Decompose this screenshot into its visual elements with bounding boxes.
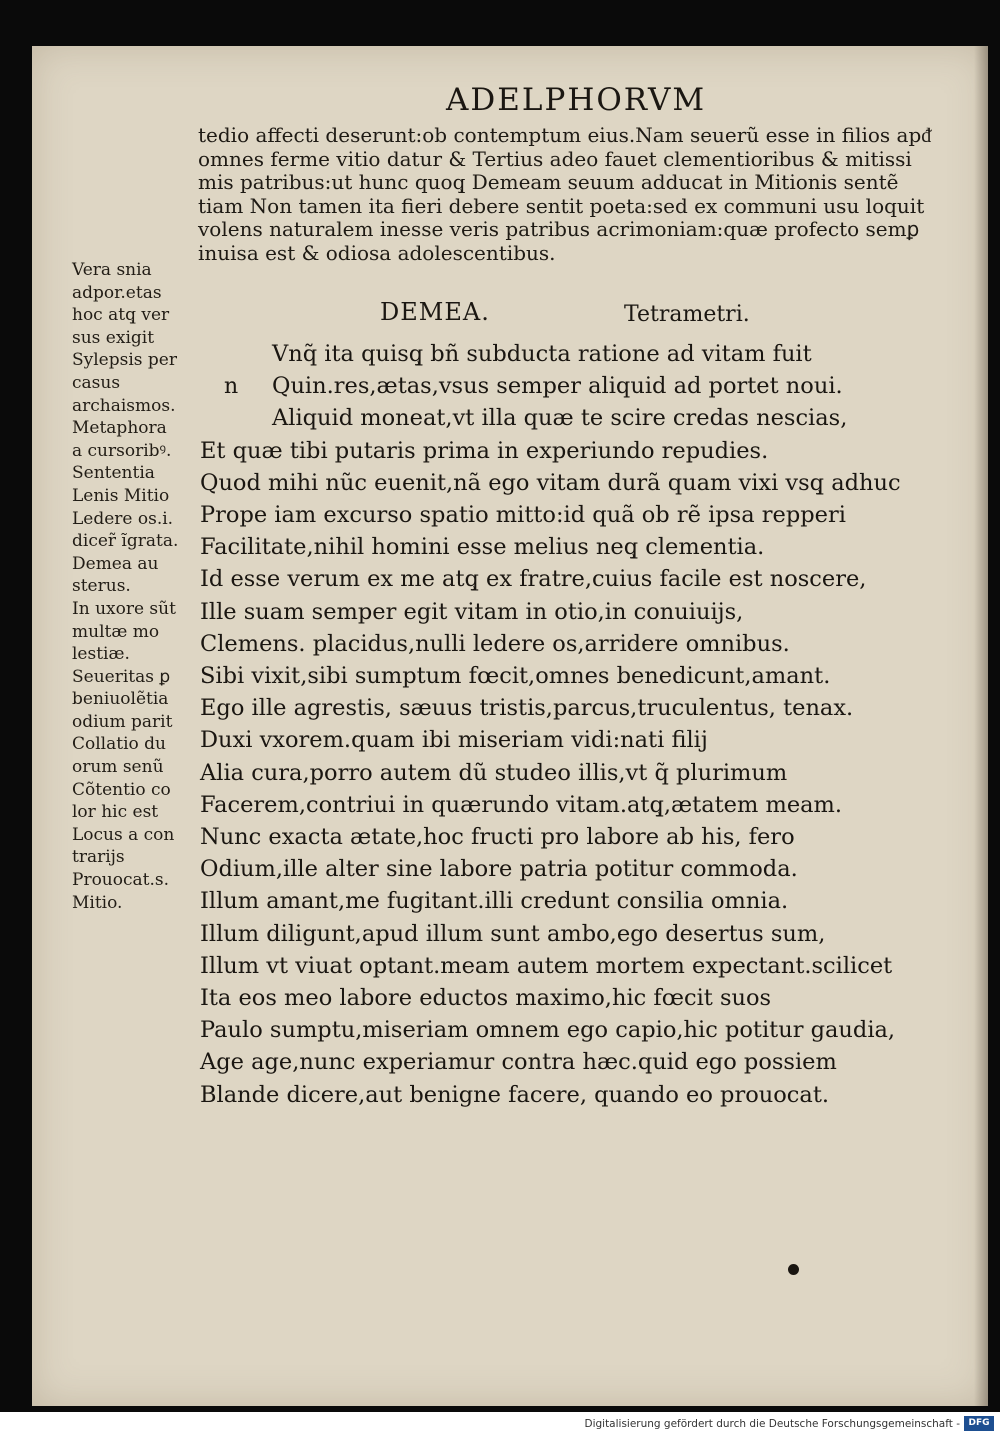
margin-note: Metaphora bbox=[72, 418, 167, 439]
meter-label: Tetrametri. bbox=[624, 302, 750, 327]
margin-note: Collatio du bbox=[72, 734, 166, 755]
verse-line: Age age,nunc experiamur contra hæc.quid ego possiem bbox=[200, 1049, 837, 1076]
margin-note: adpor.etas bbox=[72, 282, 162, 303]
margin-note: archaismos. bbox=[72, 395, 176, 416]
margin-note: beniuolẽtia bbox=[72, 689, 169, 710]
verse-block bbox=[200, 338, 960, 1111]
margin-note: Sylepsis per bbox=[72, 350, 177, 371]
margin-note: dicer̃ ĩgrata. bbox=[72, 531, 179, 552]
dfg-logo[interactable]: DFG bbox=[964, 1416, 994, 1431]
verse-line: Sibi vixit,sibi sumptum fœcit,omnes benedicunt,amant. bbox=[200, 663, 831, 690]
verse-line: Odium,ille alter sine labore patria potitur commoda. bbox=[200, 856, 798, 883]
margin-note: Prouocat.s. bbox=[72, 870, 170, 891]
verse-line: Illum vt viuat optant.meam autem mortem expectant.scilicet bbox=[200, 952, 893, 979]
verse-line: Aliquid moneat,vt illa quæ te scire credas nescias, bbox=[272, 405, 848, 432]
margin-note: sus exigit bbox=[72, 327, 155, 348]
margin-note: sterus. bbox=[72, 576, 131, 597]
footer-credit: Digitalisierung gefördert durch die Deutsche Forschungsgemeinschaft - bbox=[584, 1418, 960, 1430]
line-marker: n bbox=[224, 374, 239, 399]
verse-line: Vnq̃ ita quisq̧ bñ subducta ratione ad vitam fuit bbox=[272, 341, 812, 367]
margin-note: casus bbox=[72, 372, 121, 393]
margin-note: Locus a con bbox=[72, 824, 175, 845]
verse-line: Id esse verum ex me atq̧ ex fratre,cuius facile est noscere, bbox=[200, 566, 867, 593]
margin-note: multæ mo bbox=[72, 621, 160, 642]
verse-line: Quin.res,ætas,vsus semper aliquid ad portet noui. bbox=[272, 373, 843, 400]
verse-line: Duxi vxorem.quam ibi miseriam vidi:nati filij bbox=[200, 727, 708, 754]
running-head: ADELPHORVM bbox=[446, 82, 707, 118]
verse-line: Illum amant,me fugitant.illi credunt consilia omnia. bbox=[200, 888, 789, 915]
margin-note: Mitio. bbox=[72, 892, 123, 913]
margin-note: Vera snia bbox=[72, 260, 152, 280]
commentary-line: volens naturalem inesse veris patribus acrimoniam:quæ profecto semꝑ bbox=[198, 217, 920, 241]
commentary-line: tiam Non tamen ita fieri debere sentit poeta:sed ex communi usu loquit bbox=[198, 193, 925, 218]
margin-note: lor hic est bbox=[72, 802, 159, 823]
verse-line: Et quæ tibi putaris prima in experiundo repudies. bbox=[200, 437, 769, 464]
verse-line: Facilitate,nihil homini esse melius neq̧ clementia. bbox=[200, 534, 765, 561]
verse-line: Ita eos meo labore eductos maximo,hic fœcit suos bbox=[200, 985, 772, 1012]
verse-line: Nunc exacta ætate,hoc fructi pro labore ab his, fero bbox=[200, 824, 795, 851]
commentary-line: tedio affecti deserunt:ob contemptum eius.Nam seuerũ esse in filios apᵭ bbox=[198, 123, 932, 147]
verse-line: Quod mihi nũc euenit,nã ego vitam durã quam vixi vsq̧ adhuc bbox=[200, 469, 901, 496]
margin-note: In uxore sũt bbox=[72, 598, 176, 619]
verse-line: Facerem,contriui in quærundo vitam.atq̧,ætatem meam. bbox=[200, 791, 843, 818]
verse-line: Blande dicere,aut benigne facere, quando eo prouocat. bbox=[200, 1081, 830, 1108]
verse-line: Illum diligunt,apud illum sunt ambo,ego desertus sum, bbox=[200, 920, 826, 947]
margin-note: orum senũ bbox=[72, 757, 164, 778]
margin-note: Sententia bbox=[72, 463, 155, 484]
commentary-line: mis patribus:ut hunc quoq̧ Demeam seuum adducat in Mitionis sentẽ bbox=[198, 170, 899, 194]
margin-note: a cursoribꝰ. bbox=[72, 440, 172, 461]
verse-line: Alia cura,porro autem dũ studeo illis,vt q̃ plurimum bbox=[200, 759, 788, 786]
verse-line: Ille suam semper egit vitam in otio,in conuiuijs, bbox=[200, 598, 744, 625]
commentary-line: omnes ferme vitio datur & Tertius adeo fauet clementioribus & mitissi bbox=[198, 146, 912, 171]
speaker-heading: DEMEA. bbox=[380, 298, 490, 326]
margin-note: lestiæ. bbox=[72, 644, 130, 665]
verse-line: Prope iam excurso spatio mitto:id quã ob rẽ ipsa repperi bbox=[200, 502, 846, 529]
commentary-line: inuisa est & odiosa adolescentibus. bbox=[198, 240, 556, 265]
margin-note: Ledere os.i. bbox=[72, 508, 174, 529]
margin-note: Demea au bbox=[72, 553, 159, 574]
verse-line: Ego ille agrestis, sæuus tristis,parcus,truculentus, tenax. bbox=[200, 695, 854, 722]
verse-line: Paulo sumptu,miseriam omnem ego capio,hic potitur gaudia, bbox=[200, 1017, 896, 1044]
margin-note: hoc atq̧ ver bbox=[72, 305, 170, 326]
margin-note: trarijs bbox=[72, 847, 125, 868]
verse-line: Clemens. placidus,nulli ledere os,arridere omnibus. bbox=[200, 630, 790, 657]
margin-note: Seueritas ꝑ bbox=[72, 666, 171, 687]
margin-note: Lenis Mitio bbox=[72, 485, 170, 506]
ink-dot bbox=[788, 1264, 799, 1275]
margin-note: Cõtentio co bbox=[72, 779, 171, 800]
margin-note: odium parit bbox=[72, 711, 173, 732]
commentary-block bbox=[198, 123, 932, 265]
footer-bar bbox=[0, 1412, 1000, 1436]
page-edge-shadow bbox=[974, 46, 988, 1406]
margin-notes bbox=[72, 259, 202, 914]
